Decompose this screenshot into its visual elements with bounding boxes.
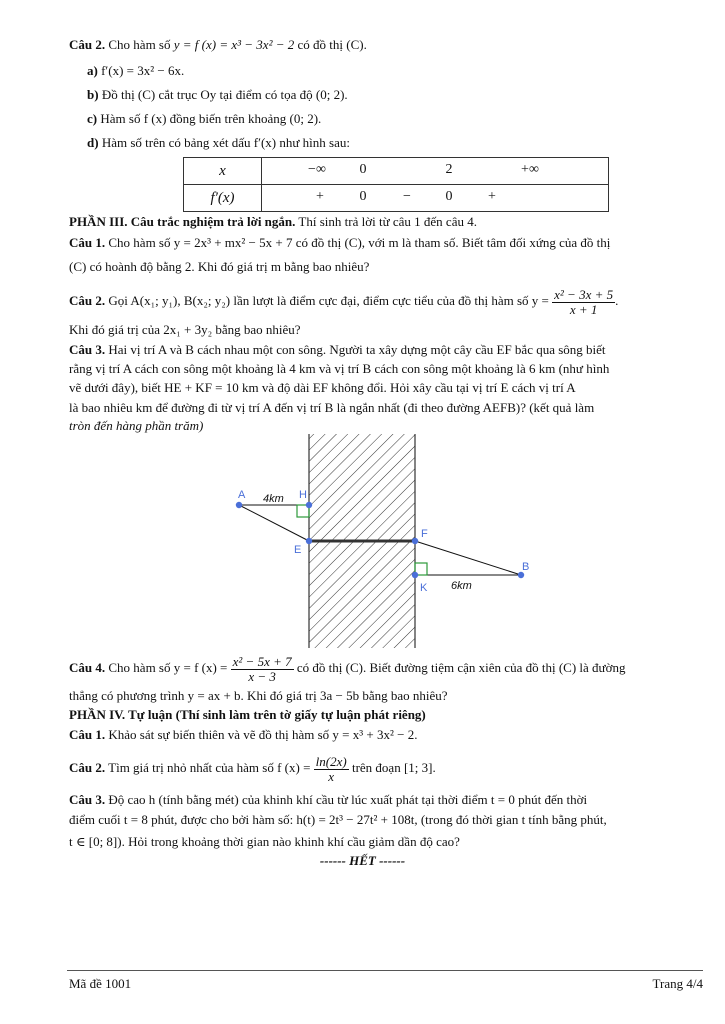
part3-q3-line4: là bao nhiêu km để đường đi từ vị trí A đến vị trí B là ngắn nhất (đi theo đường AEFB)? (kết quả làm bbox=[69, 400, 595, 415]
sign-table-f-head: f′(x) bbox=[184, 185, 262, 212]
point-E bbox=[306, 538, 312, 544]
part4-q1: Câu 1. Khảo sát sự biến thiên và vẽ đồ thị hàm số y = x³ + 3x² − 2. bbox=[69, 727, 418, 742]
sign-f-val: 0 bbox=[445, 189, 453, 204]
sign-x-val: −∞ bbox=[308, 162, 326, 177]
point-F bbox=[412, 538, 418, 544]
part3-q2-line2: Khi đó giá trị của 2x₁ + 3y₂ bằng bao nhiêu? bbox=[69, 322, 301, 337]
part4-q3-line1: Câu 3. Độ cao h (tính bằng mét) của khinh khí cầu từ lúc xuất phát tại thời điểm t = 0 phút đến thời bbox=[69, 792, 588, 807]
part3-q3-line3: vẽ dưới đây), biết HE + KF = 10 km và độ dài EF không đổi. Hỏi xây cầu tại vị trí E cách vị trí A bbox=[69, 380, 576, 395]
q4-fraction: $\frac{\text{x² − 5x + 7}}{x - 3}$ bbox=[232, 653, 292, 684]
point-A bbox=[236, 502, 242, 508]
part3-q4-line2: thẳng có phương trình y = ax + b. Khi đó giá trị 3a − 5b bằng bao nhiêu? bbox=[69, 688, 448, 703]
part4-q3-line2: điểm cuối t = 8 phút, được cho bởi hàm số: h(t) = 2t³ − 27t² + 108t, (trong đó thời gian t tính bằng phút, bbox=[69, 812, 607, 827]
part3-q3-line5: tròn đến hàng phần trăm) bbox=[69, 418, 204, 433]
part3-q3-line2: rằng vị trí A cách con sông một khoảng là 4 km và vị trí B cách con sông một khoảng là 6 km (như hình bbox=[69, 361, 610, 376]
part3-q2-line1: Câu 2. Gọi A(x₁; y₁), B(x₂; y₂) lần lượt là điểm cực đại, điểm cực tiểu của đồ thị hàm số y = $\frac{\text{x² − 3x + 5}}{x + 1}$ . bbox=[69, 286, 619, 317]
q2-stem: Câu 2. Cho hàm số y = f (x) = x³ − 3x² − 2 có đồ thị (C). bbox=[69, 37, 367, 52]
q2-item-a: a) f′(x) = 3x² − 6x. bbox=[87, 63, 185, 78]
part3-q4-line1: Câu 4. Cho hàm số y = f (x) = $\frac{\text{x² − 5x + 7}}{x - 3}$ có đồ thị (C). Biết đường tiệm cận xiên của đồ thị (C) là đường bbox=[69, 653, 626, 684]
label-K: K bbox=[420, 582, 428, 594]
sign-f-val: + bbox=[316, 189, 324, 204]
part3-q3-line1: Câu 3. Hai vị trí A và B cách nhau một con sông. Người ta xây dựng một cây cầu EF bắc qua sông biết bbox=[69, 342, 606, 357]
point-K bbox=[412, 572, 418, 578]
label-E: E bbox=[294, 544, 302, 556]
end-marker: ------ HẾT ------ bbox=[319, 853, 406, 868]
label-B: B bbox=[522, 561, 530, 573]
part3-q1-line1: Câu 1. Cho hàm số y = 2x³ + mx² − 5x + 7 có đồ thị (C), với m là tham số. Biết tâm đối xứng của đồ thị bbox=[69, 235, 611, 250]
q2-fraction: $\frac{\text{x² − 3x + 5}}{x + 1}$ bbox=[554, 286, 614, 317]
part3-q1-line2: (C) có hoành độ bằng 2. Khi đó giá trị m bằng bao nhiêu? bbox=[69, 259, 370, 274]
p4q2-fraction: $\frac{\ln(2x)}{x}$ bbox=[315, 753, 347, 784]
part4-title: PHẦN IV. Tự luận (Thí sinh làm trên tờ giấy tự luận phát riêng) bbox=[69, 707, 426, 722]
sign-x-val: 2 bbox=[445, 162, 453, 177]
sign-f-val: − bbox=[403, 189, 411, 204]
sign-table-x-head: x bbox=[184, 158, 262, 185]
part3-title: PHẦN III. Câu trắc nghiệm trả lời ngắn. Thí sinh trả lời từ câu 1 đến câu 4. bbox=[69, 214, 477, 229]
label-dist-KB: 6km bbox=[451, 580, 472, 592]
label-H: H bbox=[299, 489, 307, 501]
sign-x-val: 0 bbox=[359, 162, 367, 177]
q2-item-b: b) Đồ thị (C) cắt trục Oy tại điểm có tọa độ (0; 2). bbox=[87, 87, 348, 102]
segment-FB bbox=[415, 541, 521, 575]
sign-f-val: + bbox=[488, 189, 496, 204]
river-bridge-figure bbox=[225, 432, 545, 648]
q2-item-d: d) Hàm số trên có bảng xét dấu f′(x) như hình sau: bbox=[87, 135, 350, 150]
footer-page-number: Trang 4/4 bbox=[652, 976, 703, 991]
segment-AE bbox=[239, 505, 309, 541]
footer-exam-code: Mã đề 1001 bbox=[69, 976, 132, 991]
sign-x-val: +∞ bbox=[521, 162, 539, 177]
label-F: F bbox=[421, 528, 428, 540]
part4-q3-line3: t ∈ [0; 8]). Hỏi trong khoảng thời gian nào khinh khí cầu giảm dần độ cao? bbox=[69, 834, 460, 849]
point-H bbox=[306, 502, 312, 508]
label-A: A bbox=[238, 489, 246, 501]
label-dist-AH: 4km bbox=[263, 493, 284, 505]
sign-table bbox=[183, 157, 609, 212]
footer-divider bbox=[67, 970, 703, 971]
part4-q2: Câu 2. Tìm giá trị nhỏ nhất của hàm số f (x) = $\frac{\ln(2x)}{x}$ trên đoạn [1; 3]. bbox=[69, 753, 436, 784]
q2-item-c: c) Hàm số f (x) đồng biến trên khoảng (0; 2). bbox=[87, 111, 322, 126]
sign-f-val: 0 bbox=[359, 189, 367, 204]
